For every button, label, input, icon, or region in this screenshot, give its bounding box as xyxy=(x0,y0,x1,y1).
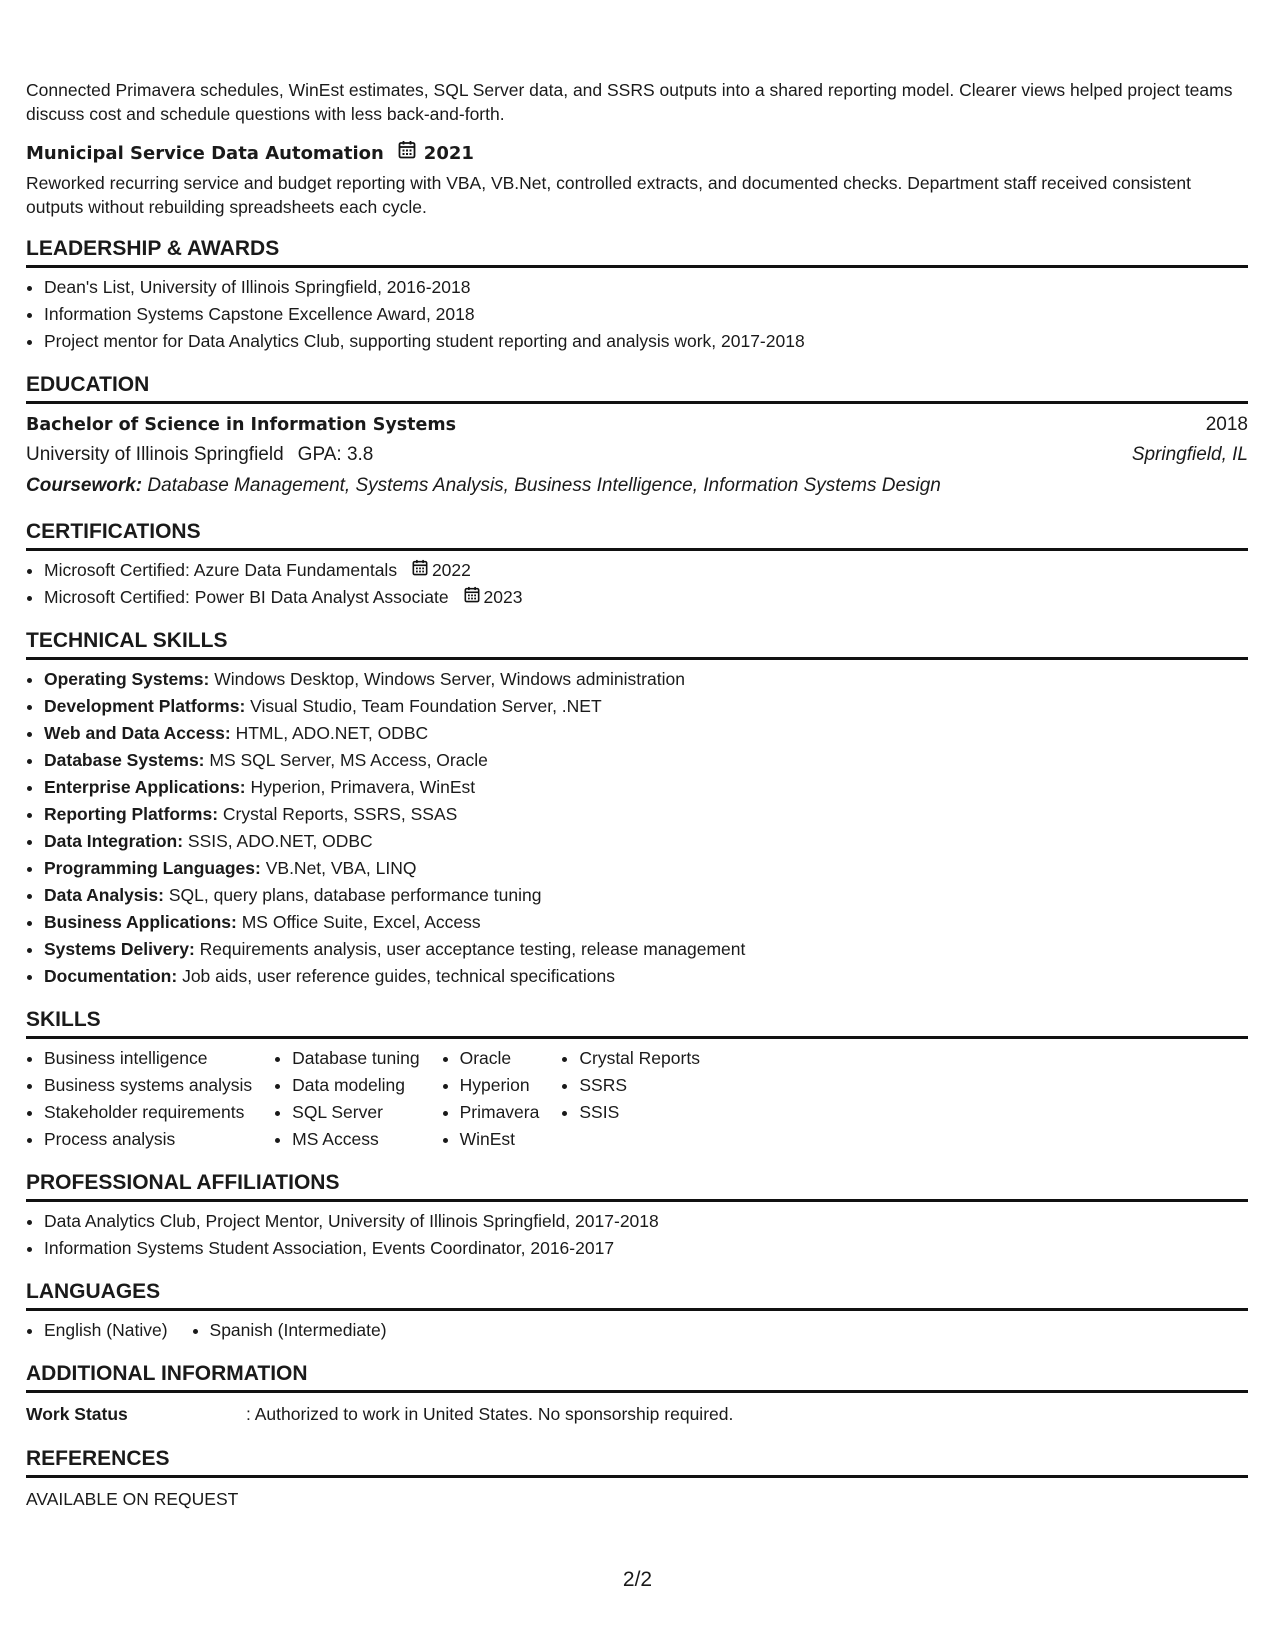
skill-item xyxy=(44,801,1248,828)
skill-label: Programming Languages: xyxy=(44,858,261,878)
section-heading: LANGUAGES xyxy=(26,1278,1248,1311)
language-item: • Spanish (Intermediate) xyxy=(210,1317,387,1344)
skill-item xyxy=(44,693,1248,720)
section-heading: ADDITIONAL INFORMATION xyxy=(26,1360,1248,1393)
languages-section xyxy=(26,1278,1248,1344)
certification-item xyxy=(44,584,1248,611)
list-item: • Dean's List, University of Illinois Springfield, 2016-2018 xyxy=(44,274,1248,301)
section-heading: EDUCATION xyxy=(26,371,1248,404)
list-item: • Project mentor for Data Analytics Club, supporting student reporting and analysis work, 2017-2018 xyxy=(44,328,1248,355)
skill-item xyxy=(44,828,1248,855)
skill-value: Hyperion, Primavera, WinEst xyxy=(250,777,476,797)
skill-tag: • Hyperion xyxy=(460,1072,540,1099)
list-item: • Data Analytics Club, Project Mentor, University of Illinois Springfield, 2017-2018 xyxy=(44,1208,1248,1235)
skill-item xyxy=(44,747,1248,774)
skill-label: Documentation: xyxy=(44,966,178,986)
page-number: 2/2 xyxy=(622,1568,653,1591)
calendar-icon xyxy=(398,140,416,167)
coursework xyxy=(26,470,1248,502)
skill-label: Development Platforms: xyxy=(44,696,246,716)
skill-label: Data Analysis: xyxy=(44,885,164,905)
skill-tag: • SQL Server xyxy=(292,1099,419,1126)
section-heading: CERTIFICATIONS xyxy=(26,518,1248,551)
school-name: University of Illinois Springfield xyxy=(26,444,284,465)
skill-value: SSIS, ADO.NET, ODBC xyxy=(187,831,373,851)
skill-tag: • Stakeholder requirements xyxy=(44,1099,252,1126)
skill-item xyxy=(44,774,1248,801)
certification-name: Microsoft Certified: Power BI Data Analyst Associate xyxy=(44,587,449,607)
graduation-year: 2018 xyxy=(1205,414,1248,435)
resume-content xyxy=(26,78,1248,1514)
skill-label: Data Integration: xyxy=(44,831,184,851)
list-item: • Information Systems Capstone Excellence Award, 2018 xyxy=(44,301,1248,328)
skill-tag: • Business systems analysis xyxy=(44,1072,252,1099)
education-section xyxy=(26,371,1248,502)
skill-value: VB.Net, VBA, LINQ xyxy=(265,858,417,878)
technical-skills-section xyxy=(26,627,1248,990)
skill-item xyxy=(44,882,1248,909)
affiliations-section xyxy=(26,1169,1248,1262)
school-location: Springfield, IL xyxy=(1131,444,1248,465)
skill-value: Visual Studio, Team Foundation Server, .NET xyxy=(250,696,602,716)
skill-tag: • Business intelligence xyxy=(44,1045,252,1072)
coursework-list: Database Management, Systems Analysis, Business Intelligence, Information Systems Design xyxy=(147,475,941,496)
skills-column xyxy=(561,1045,700,1153)
calendar-icon xyxy=(412,557,428,584)
section-heading: PROFESSIONAL AFFILIATIONS xyxy=(26,1169,1248,1202)
coursework-label: Coursework: xyxy=(26,475,143,496)
section-heading: TECHNICAL SKILLS xyxy=(26,627,1248,660)
leadership-section xyxy=(26,235,1248,355)
skills-section xyxy=(26,1006,1248,1153)
skills-column xyxy=(26,1045,252,1153)
skill-tag: • Primavera xyxy=(460,1099,540,1126)
skill-tag: • SSRS xyxy=(579,1072,700,1099)
skill-label: Business Applications: xyxy=(44,912,237,932)
skill-value: Crystal Reports, SSRS, SSAS xyxy=(222,804,458,824)
skill-label: Database Systems: xyxy=(44,750,205,770)
skill-value: SQL, query plans, database performance tuning xyxy=(168,885,542,905)
certification-item xyxy=(44,557,1248,584)
skill-label: Operating Systems: xyxy=(44,669,210,689)
list-item: • Information Systems Student Association, Events Coordinator, 2016-2017 xyxy=(44,1235,1248,1262)
skill-tag: • Database tuning xyxy=(292,1045,419,1072)
skill-value: MS Office Suite, Excel, Access xyxy=(241,912,481,932)
skills-grid xyxy=(26,1045,1248,1153)
skill-tag: • SSIS xyxy=(579,1099,700,1126)
skill-tag: • Process analysis xyxy=(44,1126,252,1153)
skill-label: Web and Data Access: xyxy=(44,723,231,743)
project-title: Municipal Service Data Automation xyxy=(26,142,384,164)
skill-item xyxy=(44,936,1248,963)
skill-value: Requirements analysis, user acceptance testing, release management xyxy=(199,939,746,959)
project-title-row xyxy=(26,140,1248,167)
skill-tag: • MS Access xyxy=(292,1126,419,1153)
project-description: Connected Primavera schedules, WinEst estimates, SQL Server data, and SSRS outputs into a shared reporting model. Clearer views helped project teams discuss cost and schedule questions with less back-and-forth. xyxy=(26,80,1233,124)
skill-item xyxy=(44,666,1248,693)
skills-column xyxy=(274,1045,419,1153)
project-description: Reworked recurring service and budget reporting with VBA, VB.Net, controlled extracts, and documented checks. Department staff received consistent outputs without rebuilding spreadsheets each cycle. xyxy=(26,173,1191,217)
calendar-icon xyxy=(464,584,480,611)
skill-value: Windows Desktop, Windows Server, Windows administration xyxy=(214,669,685,689)
skill-item xyxy=(44,720,1248,747)
certification-year: 2023 xyxy=(483,587,523,607)
skill-value: HTML, ADO.NET, ODBC xyxy=(235,723,429,743)
skill-item xyxy=(44,855,1248,882)
references-section xyxy=(26,1445,1248,1514)
gpa: GPA: 3.8 xyxy=(297,444,374,465)
language-item: • English (Native) xyxy=(44,1317,168,1344)
skill-item xyxy=(44,909,1248,936)
section-heading: REFERENCES xyxy=(26,1445,1248,1478)
skill-value: MS SQL Server, MS Access, Oracle xyxy=(209,750,488,770)
certification-year: 2022 xyxy=(431,560,471,580)
work-status-label: Work Status xyxy=(26,1404,128,1424)
section-heading: LEADERSHIP & AWARDS xyxy=(26,235,1248,268)
references-text: AVAILABLE ON REQUEST xyxy=(26,1489,239,1509)
certifications-section xyxy=(26,518,1248,611)
additional-info-section xyxy=(26,1360,1248,1429)
skill-tag: • WinEst xyxy=(460,1126,540,1153)
skill-tag: • Crystal Reports xyxy=(579,1045,700,1072)
project-year: 2021 xyxy=(423,142,474,164)
certification-name: Microsoft Certified: Azure Data Fundamentals xyxy=(44,560,398,580)
skill-label: Enterprise Applications: xyxy=(44,777,246,797)
skill-label: Systems Delivery: xyxy=(44,939,195,959)
section-heading: SKILLS xyxy=(26,1006,1248,1039)
skill-item xyxy=(44,963,1248,990)
work-status-value: : Authorized to work in United States. No sponsorship required. xyxy=(246,1404,734,1424)
skill-value: Job aids, user reference guides, technical specifications xyxy=(182,966,615,986)
skills-column xyxy=(442,1045,540,1153)
skill-tag: • Data modeling xyxy=(292,1072,419,1099)
skill-tag: • Oracle xyxy=(460,1045,540,1072)
degree-title: Bachelor of Science in Information Systems xyxy=(26,415,457,435)
skill-label: Reporting Platforms: xyxy=(44,804,219,824)
